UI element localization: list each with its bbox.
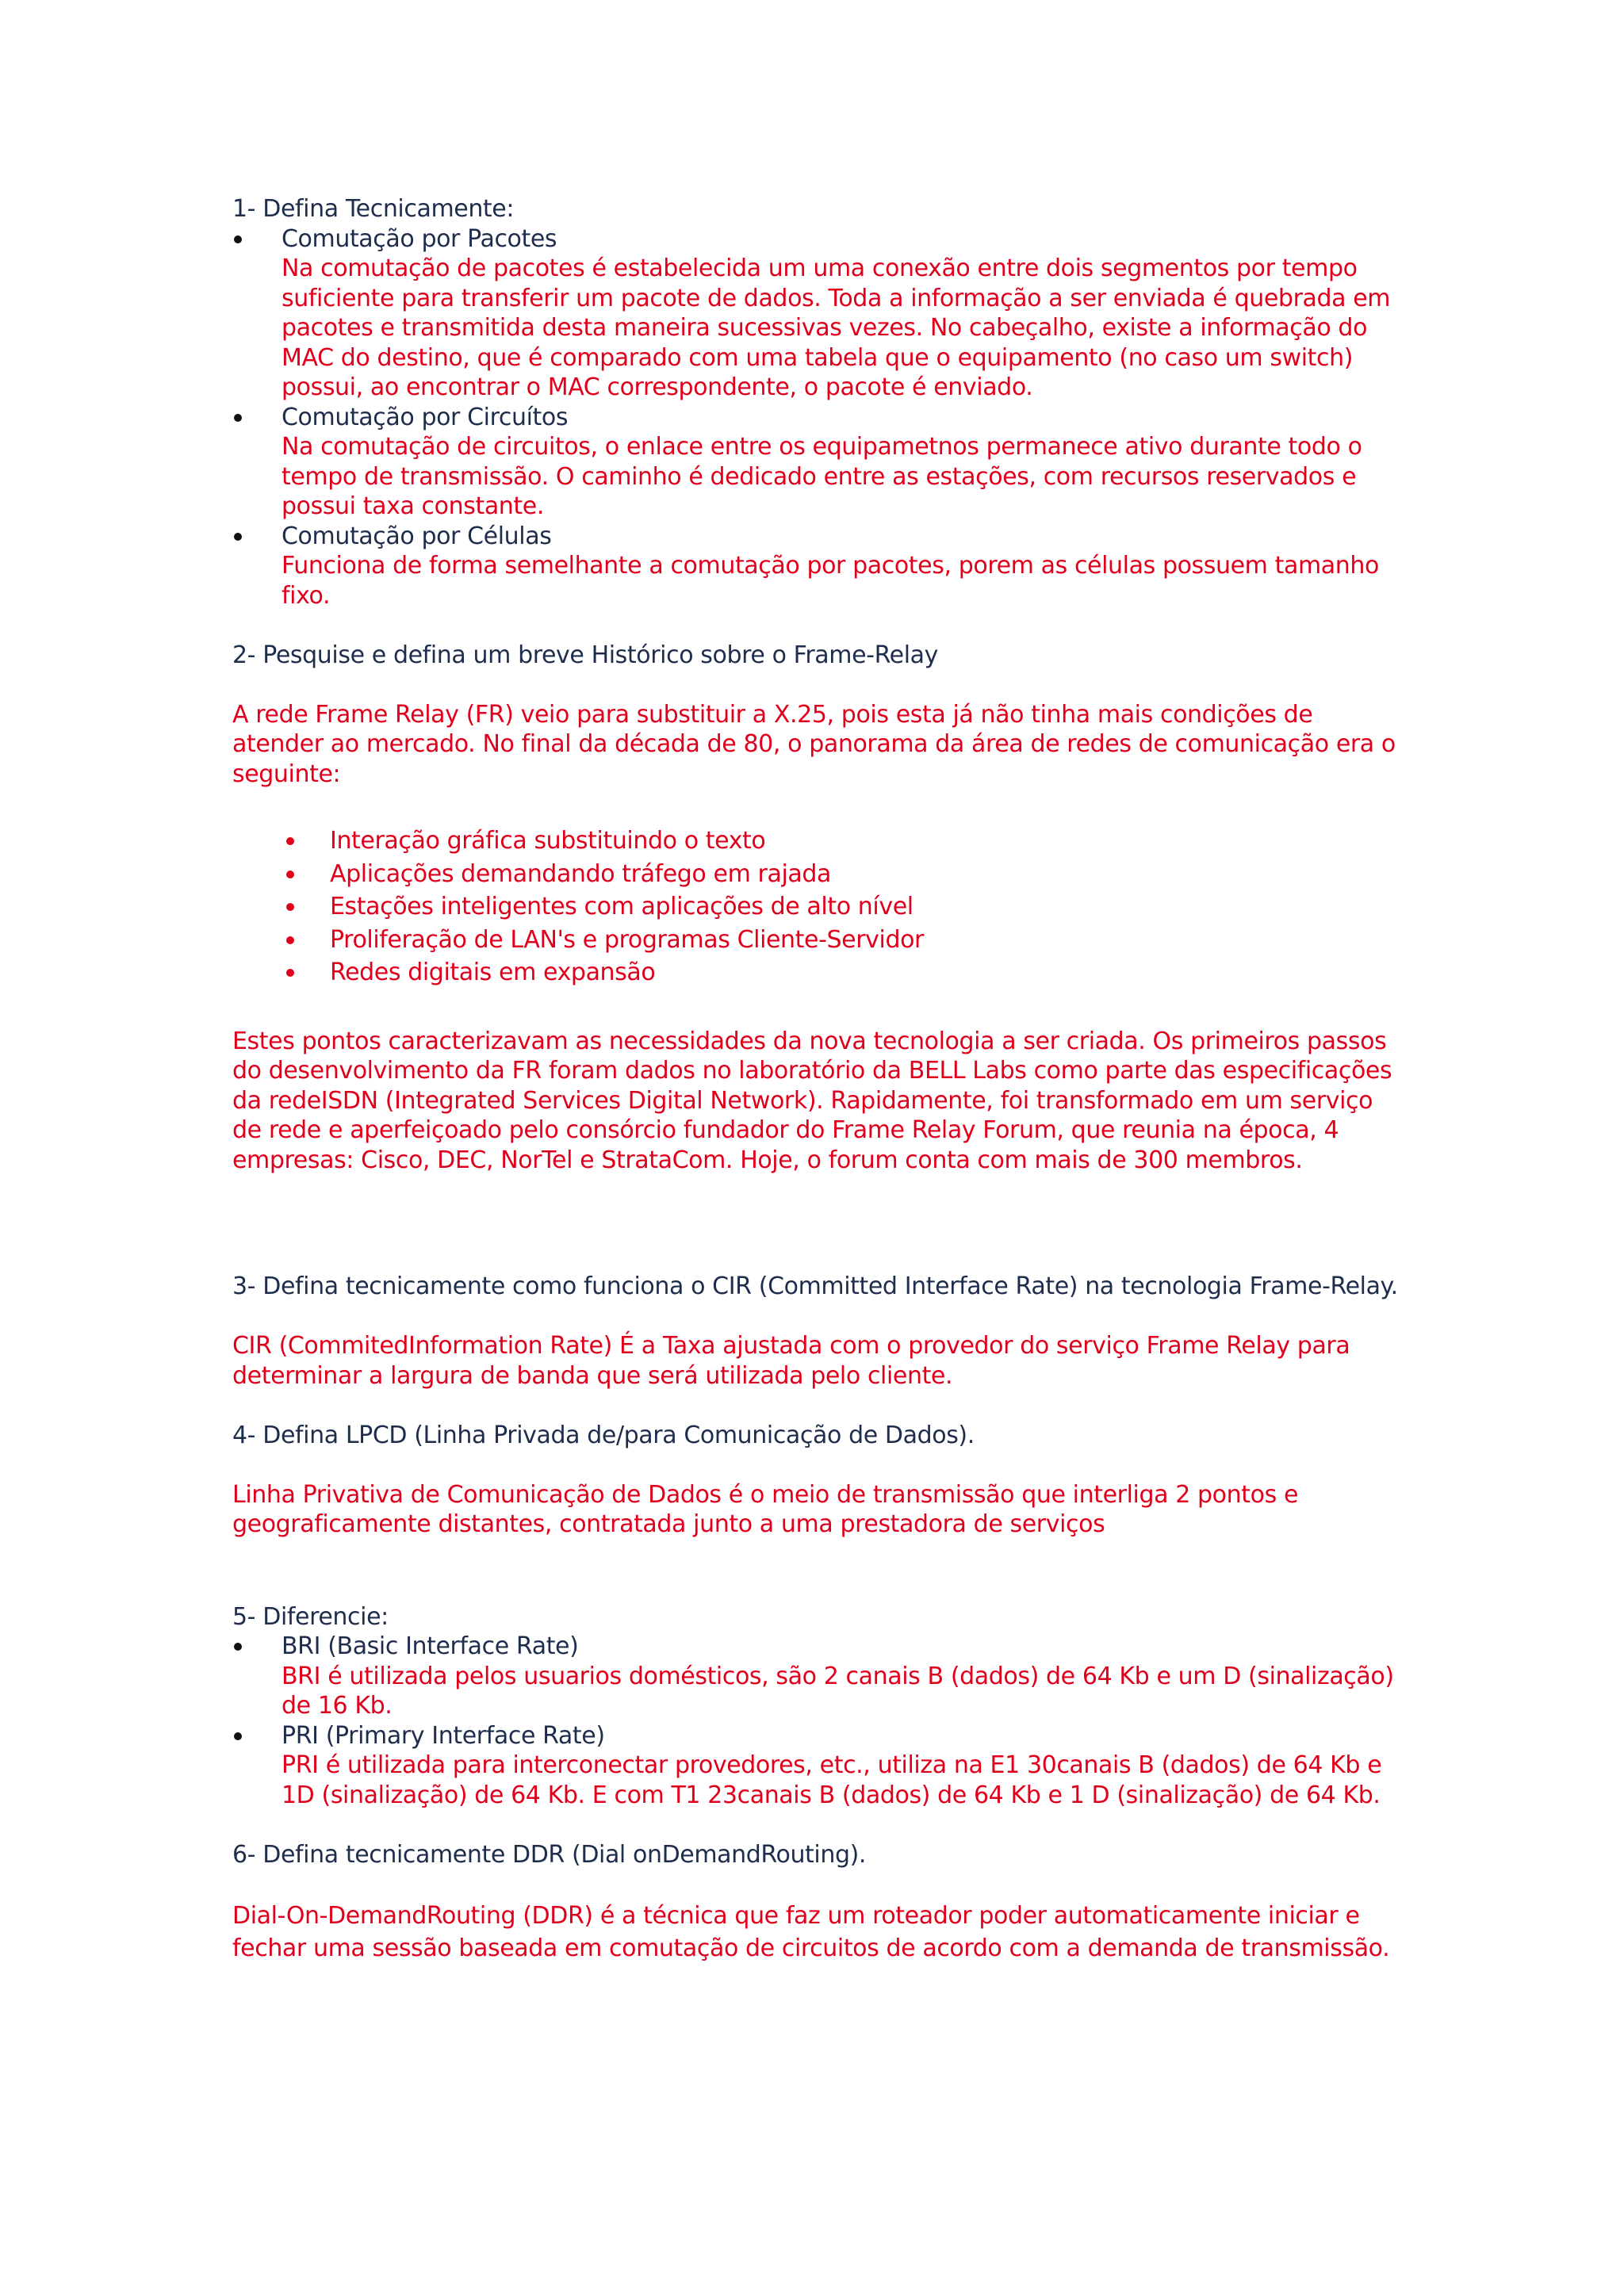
q2-list — [232, 825, 1398, 989]
q1-item-answer: Na comutação de circuitos, o enlace entre os equipametnos permanece ativo durante todo o tempo de transmissão. O caminho é dedicado entre as estações, com recursos reservados e possui taxa constante. — [282, 433, 1362, 520]
q5-item-answer: PRI é utilizada para interconectar provedores, etc., utiliza na E1 30canais B (dados) de 64 Kb e 1D (sinalização) de 64 Kb. E com T1 23canais B (dados) de 64 Kb e 1 D (sinalização) de 64 Kb. — [282, 1751, 1382, 1809]
q1-list — [232, 224, 1398, 611]
q2-intro: A rede Frame Relay (FR) veio para substituir a X.25, pois esta já não tinha mais condições de atender ao mercado. No final da década de 80, o panorama da área de redes de comunicação era o seguinte: — [232, 700, 1396, 788]
q6-title: 6- Defina tecnicamente DDR (Dial onDemandRouting). — [232, 1840, 867, 1869]
q6-answer: Dial-On-DemandRouting (DDR) é a técnica que faz um roteador poder automaticamente iniciar e fechar uma sessão baseada em comutação de circuitos de acordo com a demanda de transmissão. — [232, 1901, 1390, 1962]
q1-item-label: Comutação por Pacotes — [282, 224, 557, 253]
document-body — [232, 194, 1398, 1965]
q2-title: 2- Pesquise e defina um breve Histórico sobre o Frame-Relay — [232, 641, 938, 669]
q1-item-label: Comutação por Células — [282, 522, 552, 550]
list-item: Estações inteligentes com aplicações de alto nível — [232, 890, 1398, 924]
q5-item-label: PRI (Primary Interface Rate) — [282, 1721, 605, 1750]
q1-item-label: Comutação por Circuítos — [282, 403, 569, 431]
q5-item-answer: BRI é utilizada pelos usuarios domésticos, são 2 canais B (dados) de 64 Kb e um D (sinalização) de 16 Kb. — [282, 1662, 1394, 1720]
q1-title: 1- Defina Tecnicamente: — [232, 195, 515, 223]
list-item — [232, 224, 1398, 403]
q1-item-answer: Na comutação de pacotes é estabelecida um uma conexão entre dois segmentos por tempo suficiente para transferir um pacote de dados. Toda a informação a ser enviada é quebrada em pacotes e transmitida desta maneira sucessivas vezes. No cabeçalho, existe a informação do MAC do destino, que é comparado com uma tabela que o equipamento (no caso um switch) possui, ao encontrar o MAC correspondente, o pacote é enviado. — [282, 254, 1391, 401]
list-item — [232, 1632, 1398, 1721]
list-item: Redes digitais em expansão — [232, 956, 1398, 989]
list-item: Aplicações demandando tráfego em rajada — [232, 858, 1398, 891]
q5-list — [232, 1632, 1398, 1810]
q2-outro: Estes pontos caracterizavam as necessidades da nova tecnologia a ser criada. Os primeiros passos do desenvolvimento da FR foram dados no laboratório da BELL Labs como parte das especificações da redeISDN (Integrated Services Digital Network). Rapidamente, foi transformado em um serviço de rede e aperfeiçoado pelo consórcio fundador do Frame Relay Forum, que reunia na época, 4 empresas: Cisco, DEC, NorTel e StrataCom. Hoje, o forum conta com mais de 300 membros. — [232, 1027, 1392, 1174]
q4-answer: Linha Privativa de Comunicação de Dados é o meio de transmissão que interliga 2 pontos e geograficamente distantes, contratada junto a uma prestadora de serviços — [232, 1480, 1298, 1538]
list-item: Interação gráfica substituindo o texto — [232, 825, 1398, 858]
q5-item-label: BRI (Basic Interface Rate) — [282, 1632, 579, 1660]
list-item — [232, 403, 1398, 522]
q4-title: 4- Defina LPCD (Linha Privada de/para Comunicação de Dados). — [232, 1421, 975, 1449]
list-item: Proliferação de LAN's e programas Cliente-Servidor — [232, 924, 1398, 957]
q3-title: 3- Defina tecnicamente como funciona o CIR (Committed Interface Rate) na tecnologia Frame-Relay. — [232, 1272, 1398, 1300]
list-item — [232, 1721, 1398, 1811]
q3-answer: CIR (CommitedInformation Rate) É a Taxa ajustada com o provedor do serviço Frame Relay para determinar a largura de banda que será utilizada pelo cliente. — [232, 1332, 1350, 1390]
q5-title: 5- Diferencie: — [232, 1602, 389, 1631]
list-item — [232, 522, 1398, 611]
q1-item-answer: Funciona de forma semelhante a comutação por pacotes, porem as células possuem tamanho fixo. — [282, 552, 1379, 610]
